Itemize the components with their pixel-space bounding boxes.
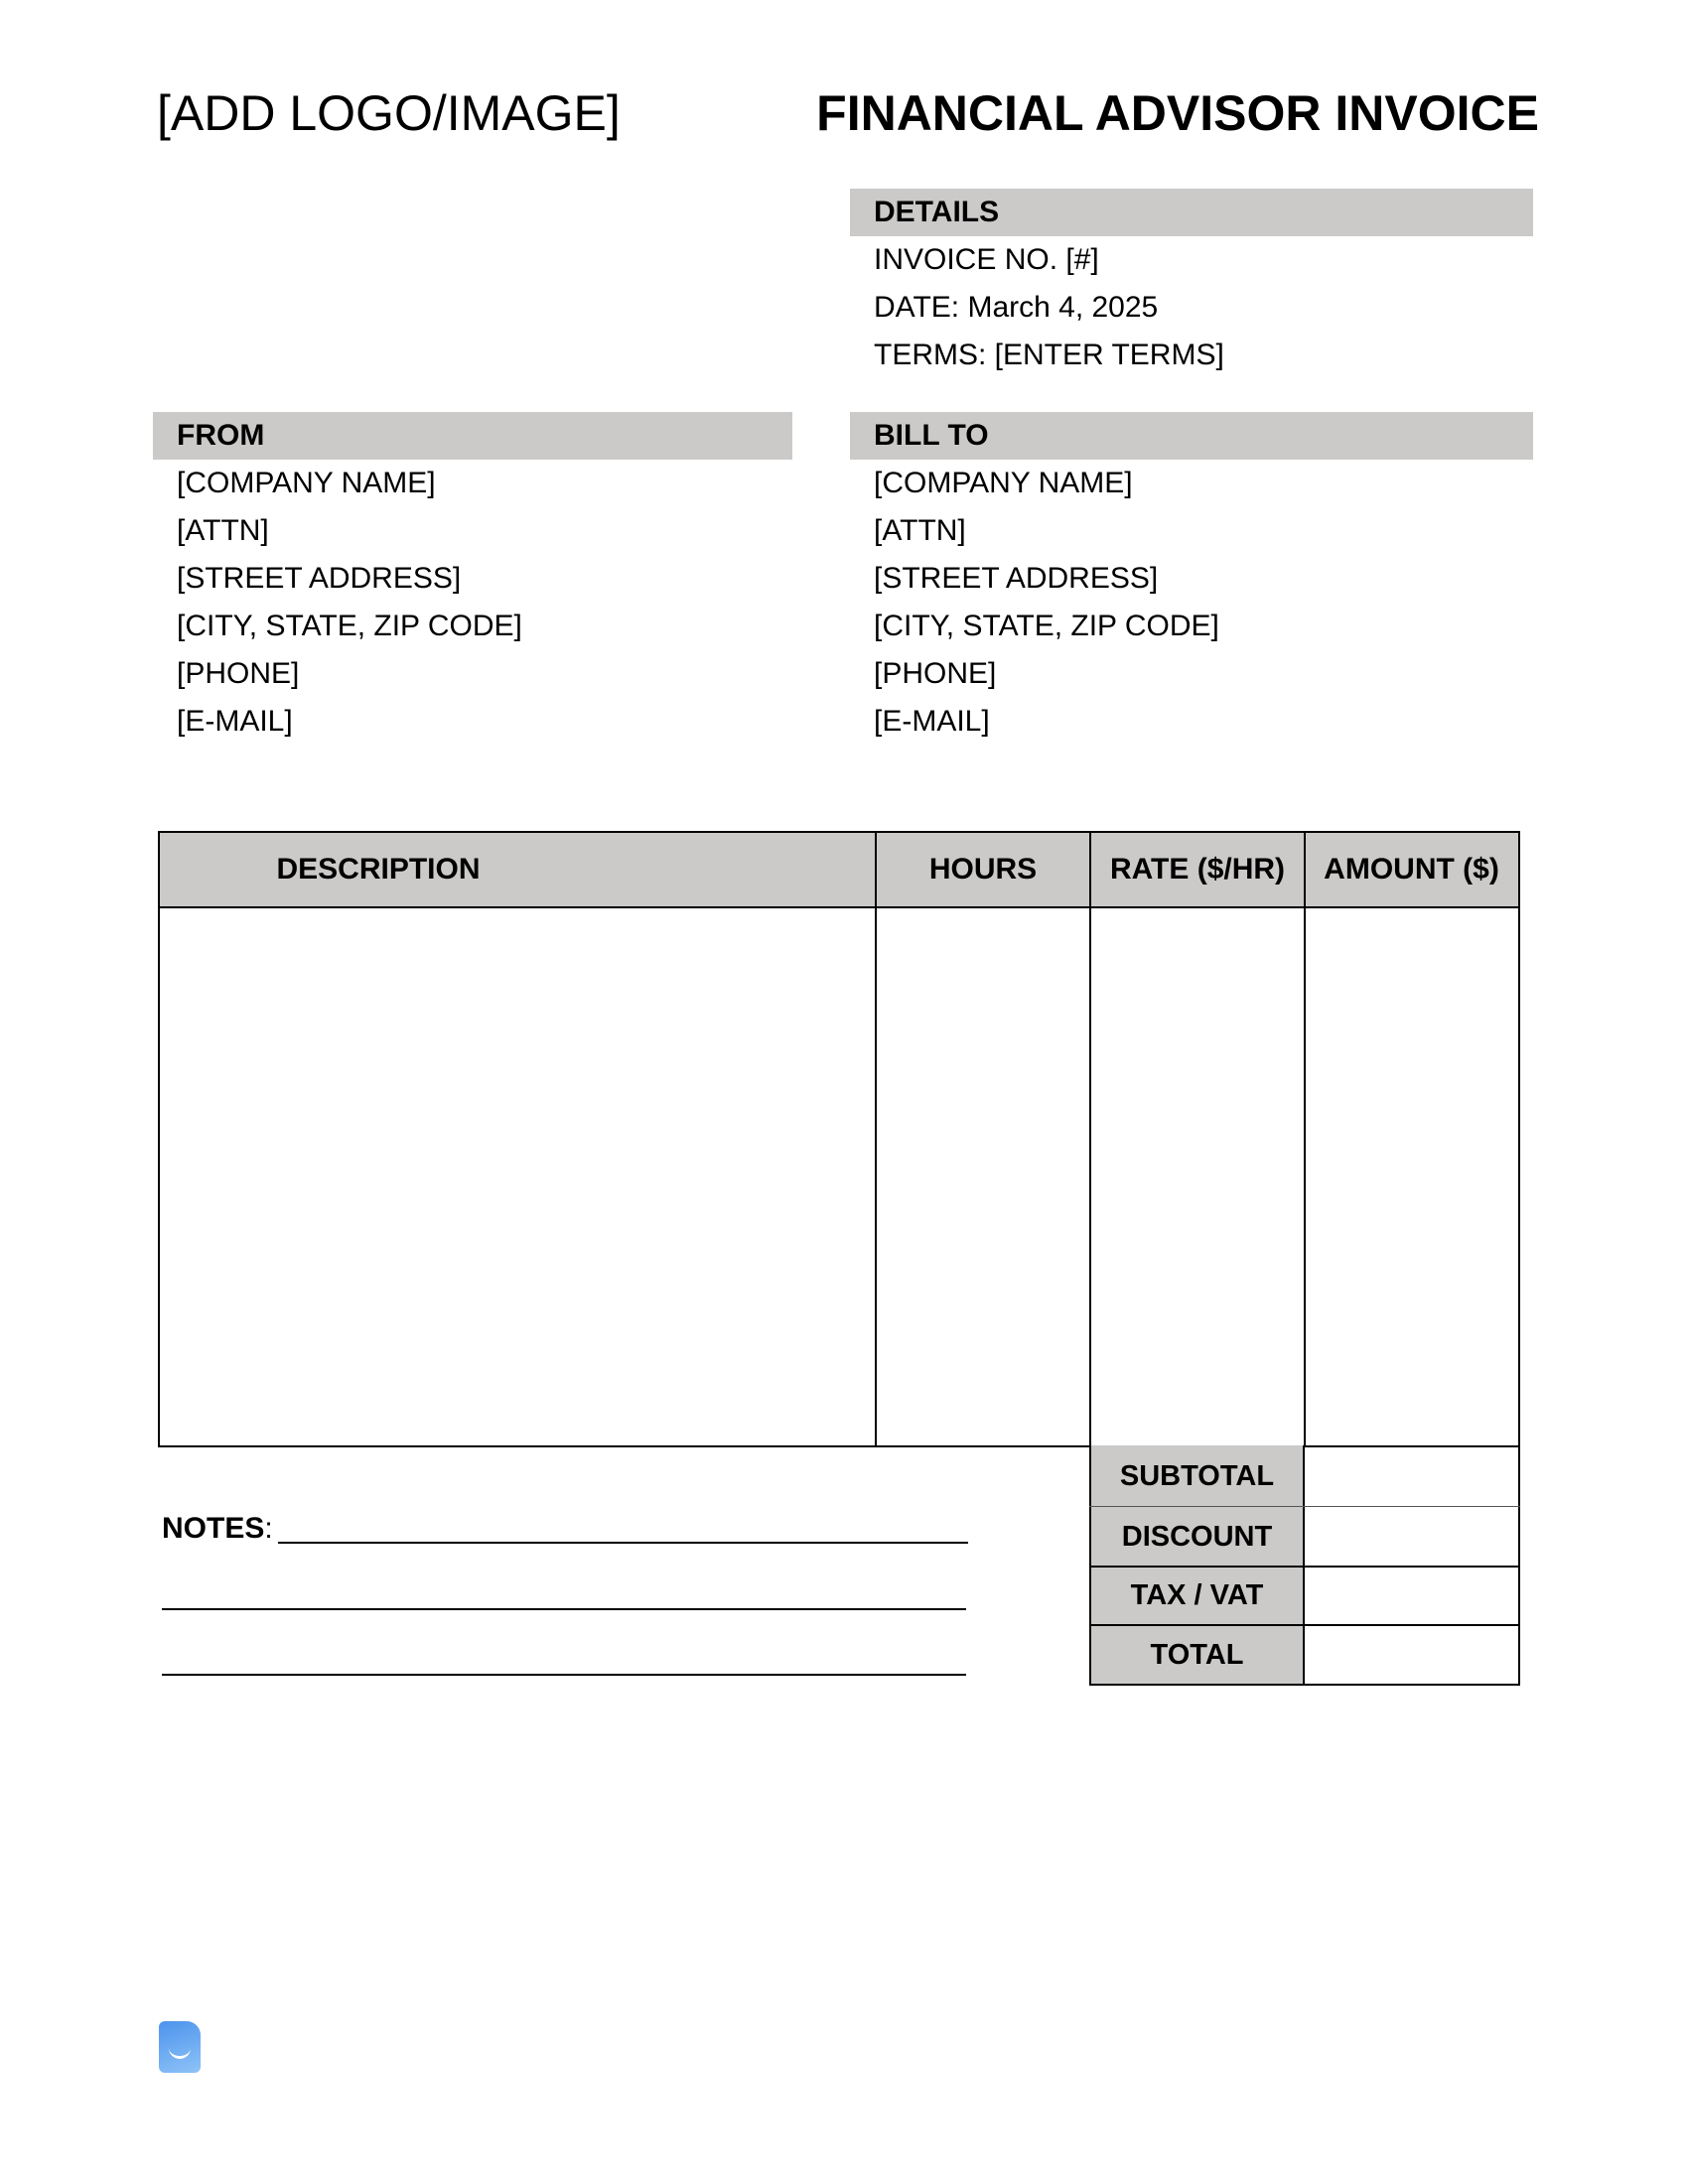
details-heading: DETAILS [850,189,1533,236]
bill-to-city: [CITY, STATE, ZIP CODE] [874,610,1219,642]
from-street: [STREET ADDRESS] [177,562,462,595]
bill-to-company: [COMPANY NAME] [874,467,1133,499]
bill-to-attn: [ATTN] [874,514,966,547]
column-amount: AMOUNT ($) [1324,853,1499,886]
bill-to-email: [E-MAIL] [874,705,990,738]
from-heading: FROM [153,412,792,460]
tax-label: TAX / VAT [1089,1568,1305,1624]
tax-row [1089,1568,1520,1626]
subtotal-label: SUBTOTAL [1089,1445,1305,1506]
bill-to-phone: [PHONE] [874,657,997,690]
notes-line-3[interactable] [162,1674,966,1676]
invoice-date: DATE: March 4, 2025 [874,291,1159,324]
from-phone: [PHONE] [177,657,300,690]
notes-line-2[interactable] [162,1608,966,1610]
subtotal-row [1089,1445,1520,1507]
discount-row [1089,1507,1520,1568]
column-rate: RATE ($/HR) [1109,853,1286,886]
notes-line-1[interactable] [278,1542,968,1544]
amount-cell[interactable] [1306,908,1518,1445]
bill-to-street: [STREET ADDRESS] [874,562,1159,595]
description-cell[interactable] [160,908,875,1445]
notes-label [162,1509,273,1549]
column-description: DESCRIPTION [276,853,481,886]
notes-label-text: NOTES [162,1512,265,1545]
from-attn: [ATTN] [177,514,269,547]
from-city: [CITY, STATE, ZIP CODE] [177,610,522,642]
total-row [1089,1626,1520,1686]
hours-cell[interactable] [877,908,1089,1445]
discount-label: DISCOUNT [1089,1507,1305,1566]
from-section [153,412,792,746]
rate-cell[interactable] [1091,908,1304,1445]
total-value[interactable] [1305,1626,1520,1684]
invoice-title: FINANCIAL ADVISOR INVOICE [816,85,1539,141]
invoice-terms: TERMS: [ENTER TERMS] [874,339,1224,371]
logo-placeholder: [ADD LOGO/IMAGE] [157,85,621,141]
invoice-number: INVOICE NO. [#] [874,243,1099,276]
details-section [850,189,1533,379]
items-table [158,831,1520,1447]
document-smile-icon [159,2021,201,2073]
from-company: [COMPANY NAME] [177,467,436,499]
items-table-bottom-line [158,1445,1091,1447]
smile-icon [169,2037,191,2059]
tax-value[interactable] [1305,1568,1520,1624]
from-email: [E-MAIL] [177,705,293,738]
discount-value[interactable] [1305,1507,1520,1566]
notes-separator: : [264,1512,273,1545]
total-label: TOTAL [1089,1626,1305,1684]
bill-to-heading: BILL TO [850,412,1533,460]
subtotal-value[interactable] [1305,1445,1520,1506]
bill-to-section [850,412,1533,746]
column-hours: HOURS [928,853,1038,886]
totals-block [1089,1445,1520,1686]
